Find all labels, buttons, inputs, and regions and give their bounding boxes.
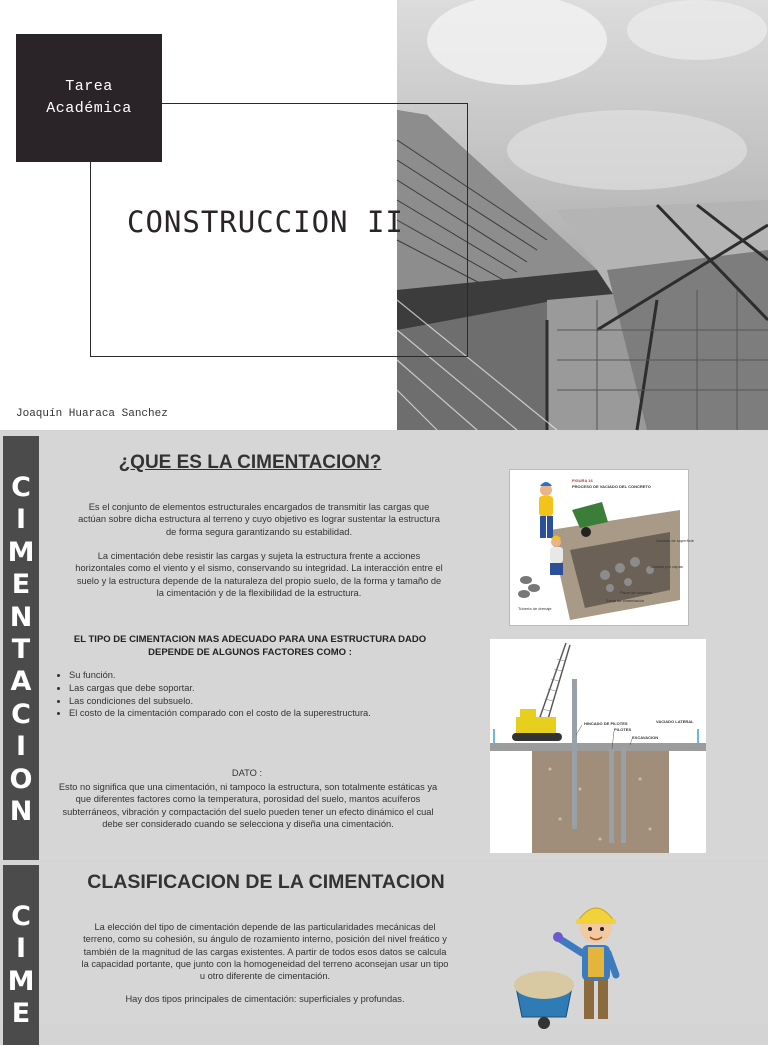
side-letter: E — [11, 569, 31, 601]
assignment-label-box — [16, 34, 162, 162]
figure-label: Vaciado de superficie — [656, 538, 694, 543]
figure-label: EXCAVACION — [632, 735, 659, 740]
note-title: DATO : — [231, 768, 263, 778]
side-letter: C — [11, 901, 31, 932]
definition-paragraph: Es el conjunto de elementos estructurales encargados de transmitir las cargas que actúan sobre dicha estructura al terreno y cuyo objetivo es lograr sustentar la estructura de forma segura garantizando su estabilidad. — [78, 502, 440, 537]
side-letter: C — [11, 698, 31, 730]
figure-caption: PROCESO DE VACIADO DEL CONCRETO — [572, 484, 651, 489]
cover-title: CONSTRUCCION II — [127, 205, 404, 239]
foundation-classification-page — [0, 863, 768, 1030]
side-letter: C — [11, 472, 31, 503]
label-line-1: Tarea — [65, 78, 113, 95]
figure-label: PILOTES — [614, 727, 632, 732]
figure-label: Pisón de concreto — [620, 590, 653, 595]
cover-page — [0, 0, 768, 430]
side-letter: A — [10, 666, 32, 698]
side-letter: I — [15, 504, 27, 536]
list-item: • Las condiciones del subsuelo. — [69, 695, 371, 708]
figure-label: Zanja de cimentación — [606, 598, 645, 603]
factors-intro: EL TIPO DE CIMENTACION MAS ADECUADO PARA UNA ESTRUCTURA DADO DEPENDE DE ALGUNOS FACTORES COMO : — [73, 634, 427, 658]
figure-label: Vaciado por capas — [650, 564, 683, 569]
figure-caption-title: FIGURA 16 — [572, 478, 593, 483]
side-word-bar — [3, 436, 39, 860]
side-letter: I — [15, 933, 27, 965]
side-letter: N — [9, 601, 33, 633]
classification-summary: Hay dos tipos principales de cimentación: superficiales y profundas. — [125, 994, 405, 1004]
section-heading: ¿QUE ES LA CIMENTACION? — [118, 452, 382, 473]
note-paragraph: Esto no significa que una cimentación, ni tampoco la estructura, son totalmente estáticas ya que diferentes factores como la temperatura, porosidad del suelo, mantos acuíferos subterráneos, vibración y compactación del suelo pueden tener un efecto dinámico el cual debe ser considerado cuando se selecciona y diseña una cimentación. — [58, 782, 438, 829]
foundation-definition-page — [0, 431, 768, 860]
classification-paragraph: La elección del tipo de cimentación depende de las particularidades mecánicas del terreno, como su cohesión, su ángulo de rozamiento interno, posición del nivel freático y también de la magnitud de las cargas existentes. A partir de todos esos datos se calcula la capacidad portante, que junto con la homogeneidad del terreno aconsejan usar un tipo u otro diferente de cimentación. — [81, 922, 449, 982]
figure-label: Tubería de drenaje — [518, 606, 552, 611]
side-letter: O — [9, 763, 33, 795]
construction-worker-illustration — [512, 887, 642, 1027]
side-letter: I — [15, 731, 27, 763]
list-item: • Su función. — [69, 669, 371, 682]
resistance-paragraph: La cimentación debe resistir las cargas y sujeta la estructura frente a acciones horizontales como el viento y el sismo, conservando su integridad. La interacción entre el suelo y la estructura depende de la naturaleza del propio suelo, de la forma y tamaño de la cimentación y de la flexibilidad de la estructura. — [75, 551, 443, 598]
list-item: • Las cargas que debe soportar. — [69, 682, 371, 695]
figure-label: VACIADO LATERAL — [656, 719, 694, 724]
side-letter: E — [11, 998, 31, 1030]
section-heading: CLASIFICACION DE LA CIMENTACION — [87, 871, 445, 893]
side-letter: M — [7, 536, 35, 568]
pile-driving-illustration — [490, 639, 706, 853]
side-letter: T — [11, 633, 31, 665]
side-letter: N — [9, 795, 33, 827]
factors-list — [57, 669, 371, 720]
concrete-pouring-illustration — [509, 469, 694, 626]
label-line-2: Académica — [46, 100, 132, 117]
side-word-bar — [3, 865, 39, 1045]
figure-label: HINCADO DE PILOTES — [584, 721, 628, 726]
side-letter: M — [7, 965, 35, 997]
author-name: Joaquín Huaraca Sanchez — [16, 408, 168, 420]
list-item: • El costo de la cimentación comparado con el costo de la superestructura. — [69, 707, 371, 720]
